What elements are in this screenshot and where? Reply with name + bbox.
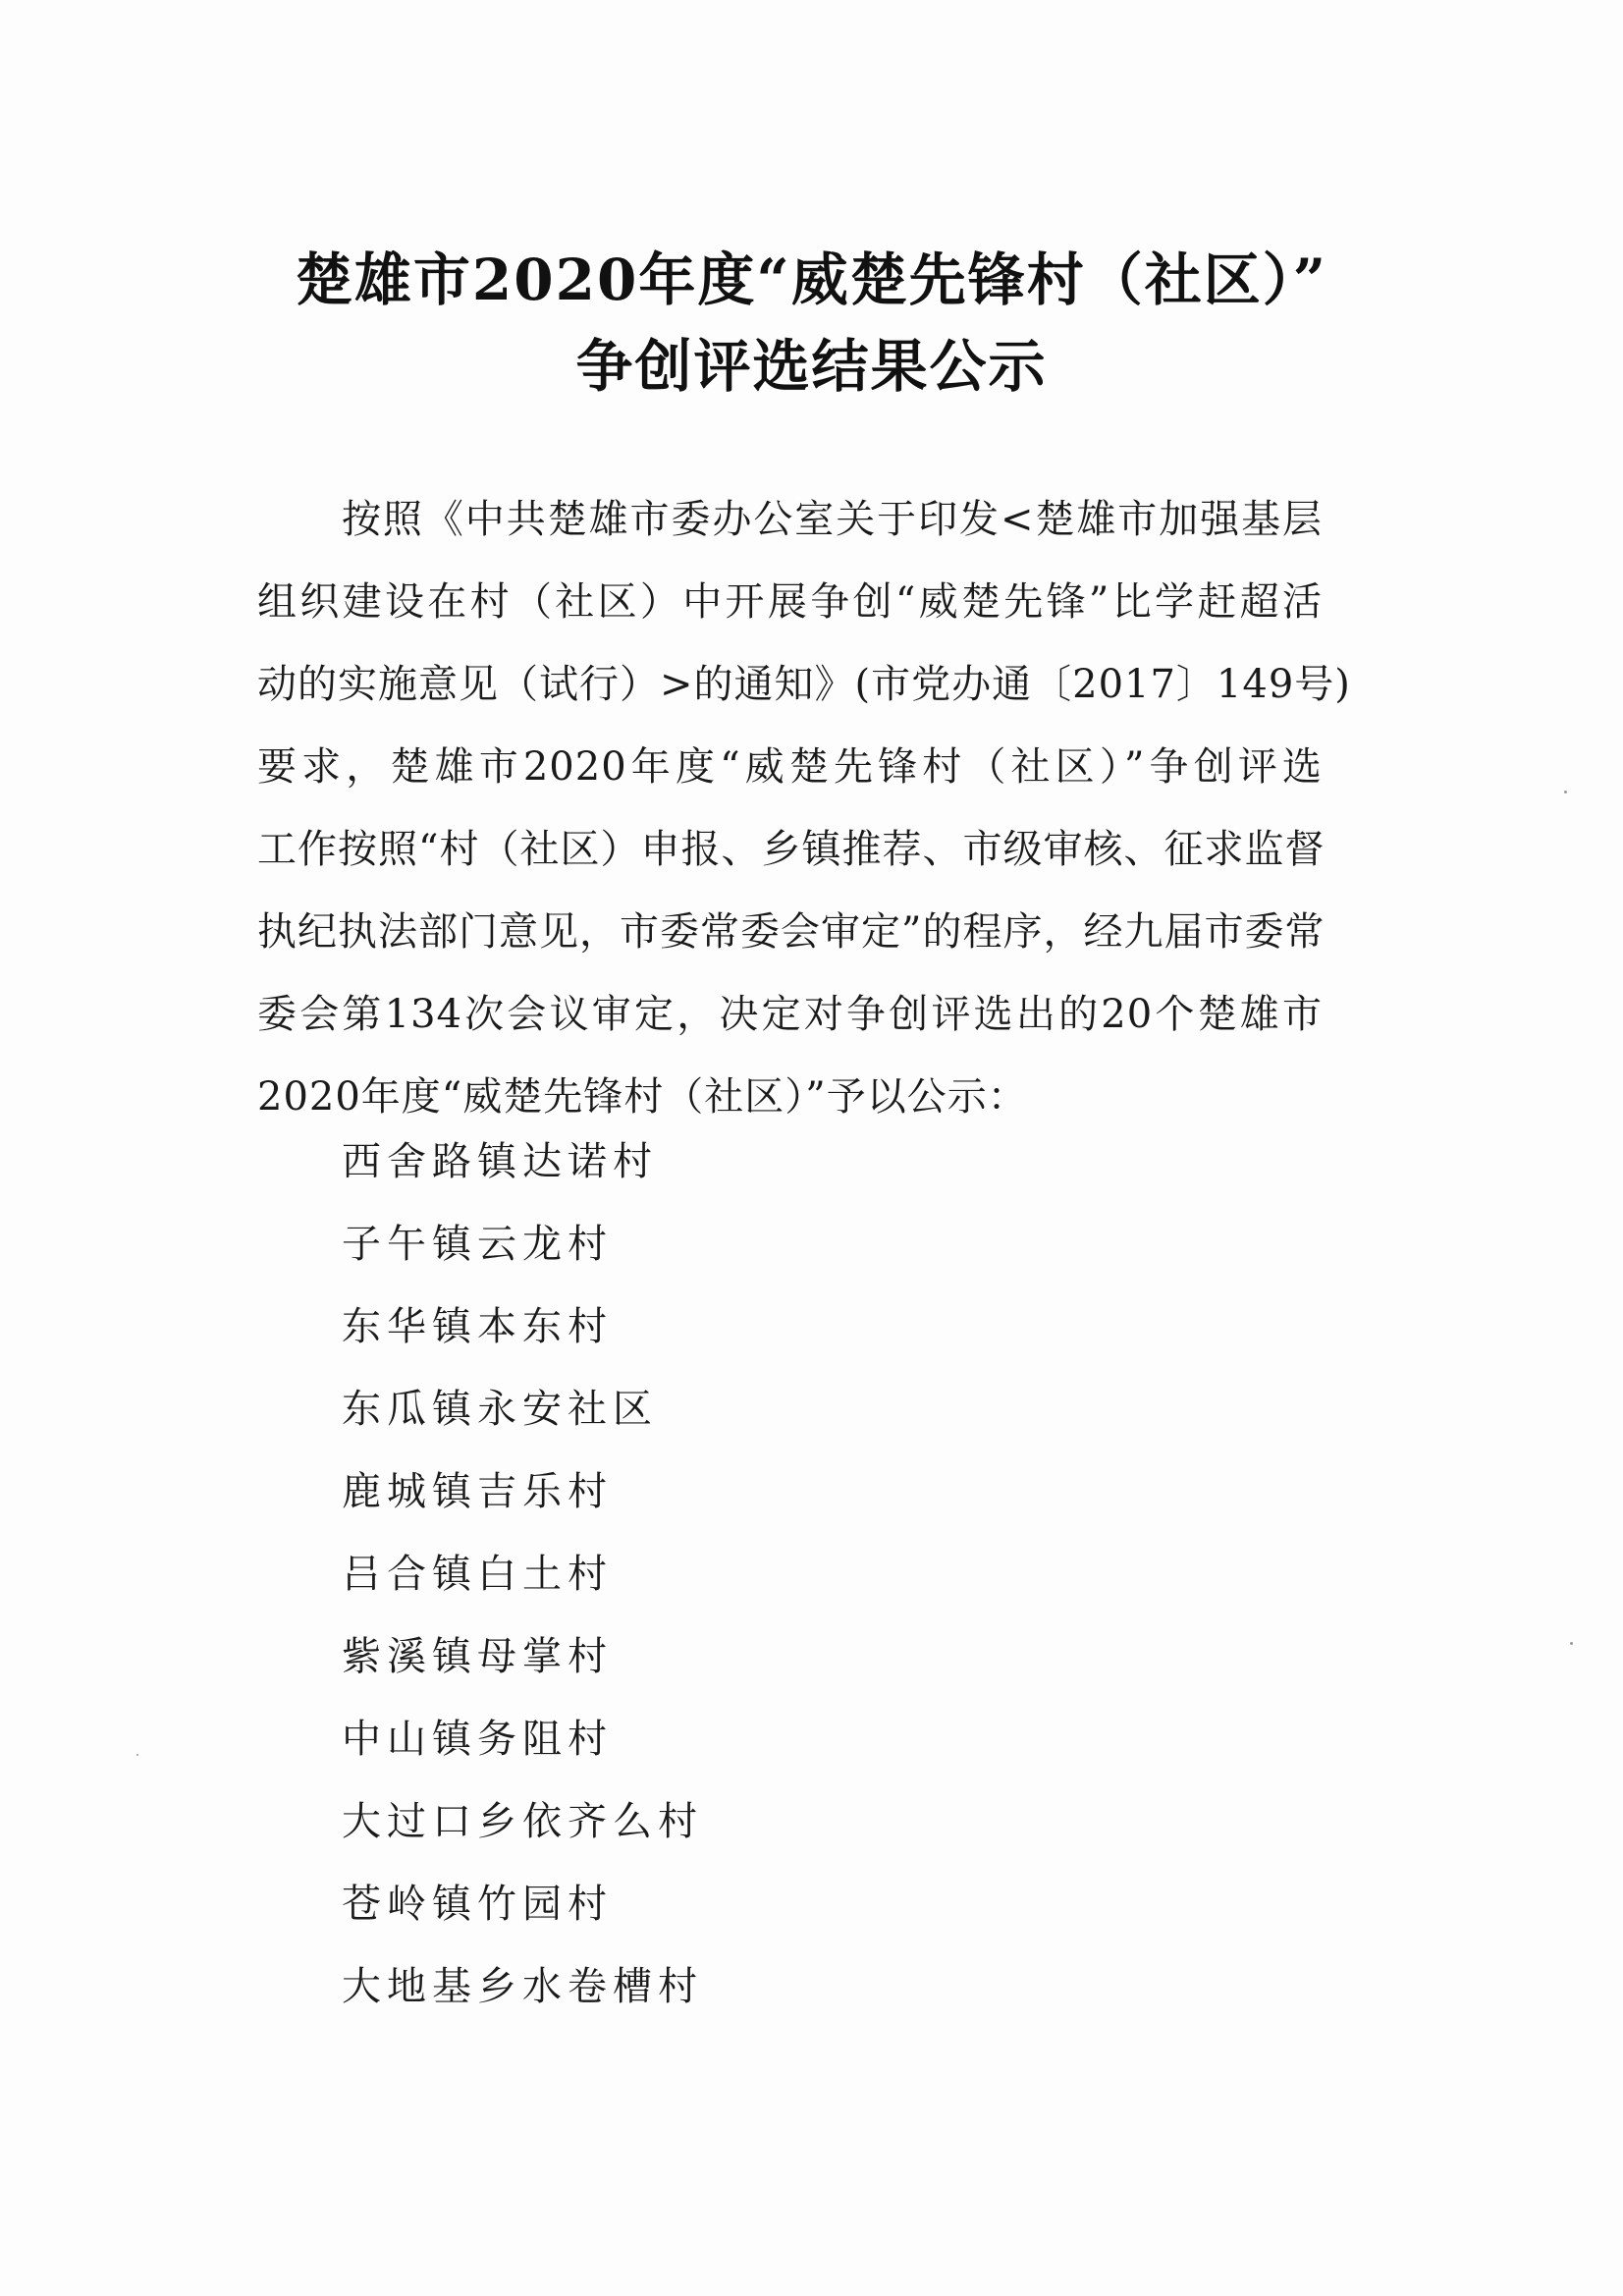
scan-speck — [1570, 1642, 1573, 1645]
list-item: 西舍路镇达诺村 — [342, 1139, 658, 1184]
list-item: 吕合镇白土村 — [342, 1552, 613, 1597]
list-item: 大地基乡水卷槽村 — [342, 1964, 703, 2009]
body-paragraph — [257, 478, 1351, 1138]
paragraph-line: 组织建设在村（社区）中开展争创“威楚先锋”比学赶超活 — [257, 579, 1323, 625]
paragraph-line: 执纪执法部门意见，市委常委会审定”的程序，经九届市委常 — [257, 909, 1325, 955]
paragraph-line: 要求，楚雄市2020年度“威楚先锋村（社区）”争创评选 — [257, 744, 1323, 790]
scan-speck — [1564, 791, 1567, 793]
paragraph-line: 动的实施意见（试行）>的通知》(市党办通〔2017〕149号) — [257, 662, 1351, 707]
document-title-line-2: 争创评选结果公示 — [575, 333, 1048, 400]
paragraph-line: 按照《中共楚雄市委办公室关于印发<楚雄市加强基层 — [342, 497, 1323, 542]
list-item: 东华镇本东村 — [342, 1304, 613, 1349]
village-list — [342, 1121, 703, 2028]
paragraph-line: 2020年度“威楚先锋村（社区）”予以公示： — [257, 1074, 1028, 1120]
paragraph-line: 工作按照“村（社区）申报、乡镇推荐、市级审核、征求监督 — [257, 827, 1325, 872]
list-item: 紫溪镇母掌村 — [342, 1634, 613, 1679]
scan-speck — [136, 1754, 138, 1756]
list-item: 东瓜镇永安社区 — [342, 1387, 658, 1432]
document-title-line-1: 楚雄市2020年度“威楚先锋村（社区）” — [295, 246, 1328, 313]
list-item: 子午镇云龙村 — [342, 1222, 613, 1267]
list-item: 中山镇务阻村 — [342, 1717, 613, 1762]
list-item: 鹿城镇吉乐村 — [342, 1469, 613, 1514]
list-item: 大过口乡依齐么村 — [342, 1799, 703, 1844]
paragraph-line: 委会第134次会议审定，决定对争创评选出的20个楚雄市 — [257, 992, 1323, 1037]
list-item: 苍岭镇竹园村 — [342, 1882, 613, 1927]
